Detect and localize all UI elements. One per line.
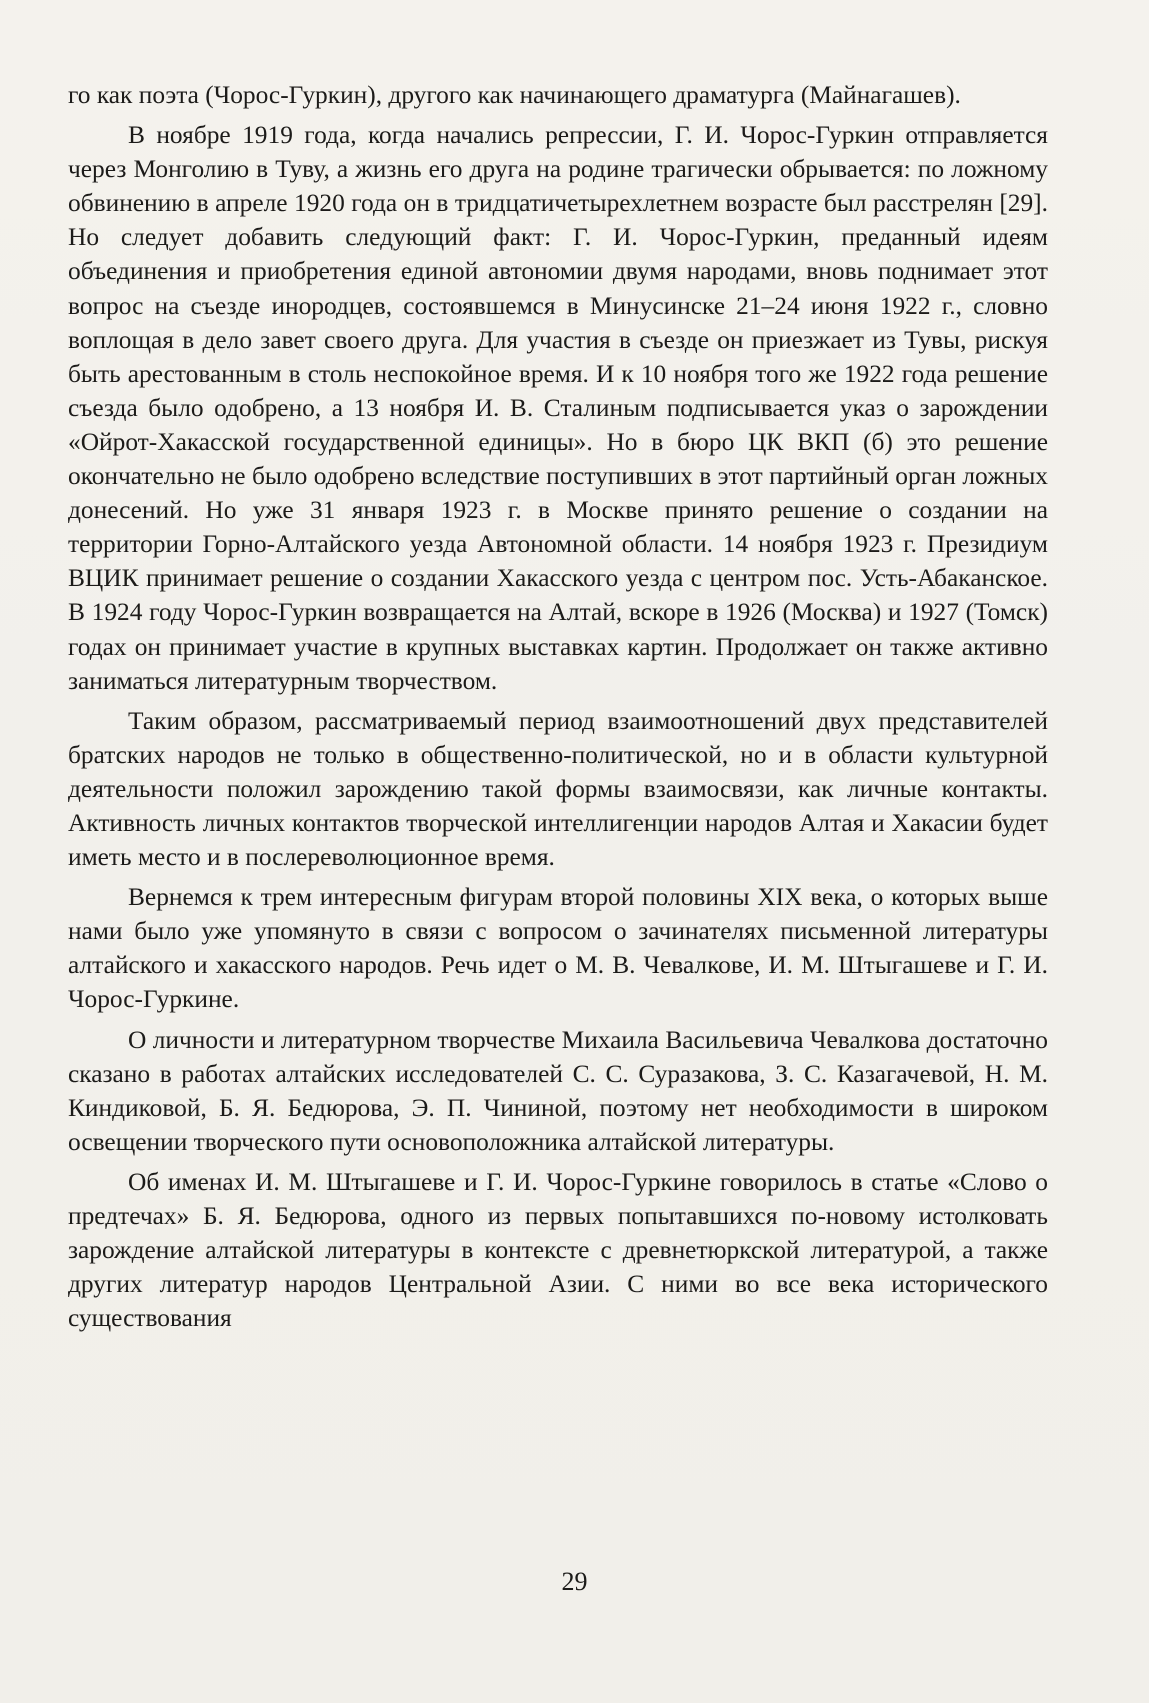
paragraph-6: Об именах И. М. Штыгашеве и Г. И. Чорос-Гуркине говорилось в статье «Слово о предтечах» Б. Я. Бедюрова, одного из первых попытавшихся по-новому истолковать зарождение алтайской литературы в контексте с древнетюркской литературой, а также других литератур народов Центральной Азии. С ними во все века исторического существования	[68, 1167, 1048, 1333]
paragraph-2: В ноябре 1919 года, когда начались репрессии, Г. И. Чорос-Гуркин отправляется через Монголию в Туву, а жизнь его друга на родине трагически обрывается: по ложному обвинению в апреле 1920 года он в тридцатичетырехлетнем возрасте был расстрелян [29]. Но следует добавить следующий факт: Г. И. Чорос-Гуркин, преданный идеям объединения и приобретения единой автономии двумя народами, вновь поднимает этот вопрос на съезде инородцев, состоявшемся в Минусинске 21–24 июня 1922 г., словно воплощая в дело завет своего друга. Для участия в съезде он приезжает из Тувы, рискуя быть арестованным в столь неспокойное время. И к 10 ноября того же 1922 года решение съезда было одобрено, а 13 ноября И. В. Сталиным подписывается указ о зарождении «Ойрот-Хакасской государственной единицы». Но в бюро ЦК ВКП (б) это решение окончательно не было одобрено вследствие поступивших в этот партийный орган ложных донесений. Но уже 31 января 1923 г. в Москве принято решение о создании на территории Горно-Алтайского уезда Автономной области. 14 ноября 1923 г. Президиум ВЦИК принимает решение о создании Хакасского уезда с центром пос. Усть-Абаканское. В 1924 году Чорос-Гуркин возвращается на Алтай, вскоре в 1926 (Москва) и 1927 (Томск) годах он принимает участие в крупных выставках картин. Продолжает он также активно заниматься литературным творчеством.	[68, 121, 1048, 695]
paragraph-1: го как поэта (Чорос-Гуркин), другого как начинающего драматурга (Майнагашев).	[68, 81, 961, 109]
paragraph-3: Таким образом, рассматриваемый период взаимоотношений двух представителей братских народов не только в общественно-политической, но и в области культурной деятельности положил зарождению такой формы взаимосвязи, как личные контакты. Активность личных контактов творческой интеллигенции народов Алтая и Хакасии будет иметь место и в послереволюционное время.	[68, 706, 1048, 872]
paragraph-5: О личности и литературном творчестве Михаила Васильевича Чевалкова достаточно сказано в работах алтайских исследователей С. С. Суразакова, З. С. Казагачевой, Н. М. Киндиковой, Б. Я. Бедюрова, Э. П. Чининой, поэтому нет необходимости в широком освещении творческого пути основоположника алтайской литературы.	[68, 1025, 1048, 1156]
page-number: 29	[561, 1567, 588, 1596]
body-text	[68, 78, 1048, 1341]
paragraph-4: Вернемся к трем интересным фигурам второй половины XIX века, о которых выше нами было уже упомянуто в связи с вопросом о зачинателях письменной литературы алтайского и хакасского народов. Речь идет о М. В. Чевалкове, И. М. Штыгашеве и Г. И. Чорос-Гуркине.	[68, 883, 1048, 1014]
